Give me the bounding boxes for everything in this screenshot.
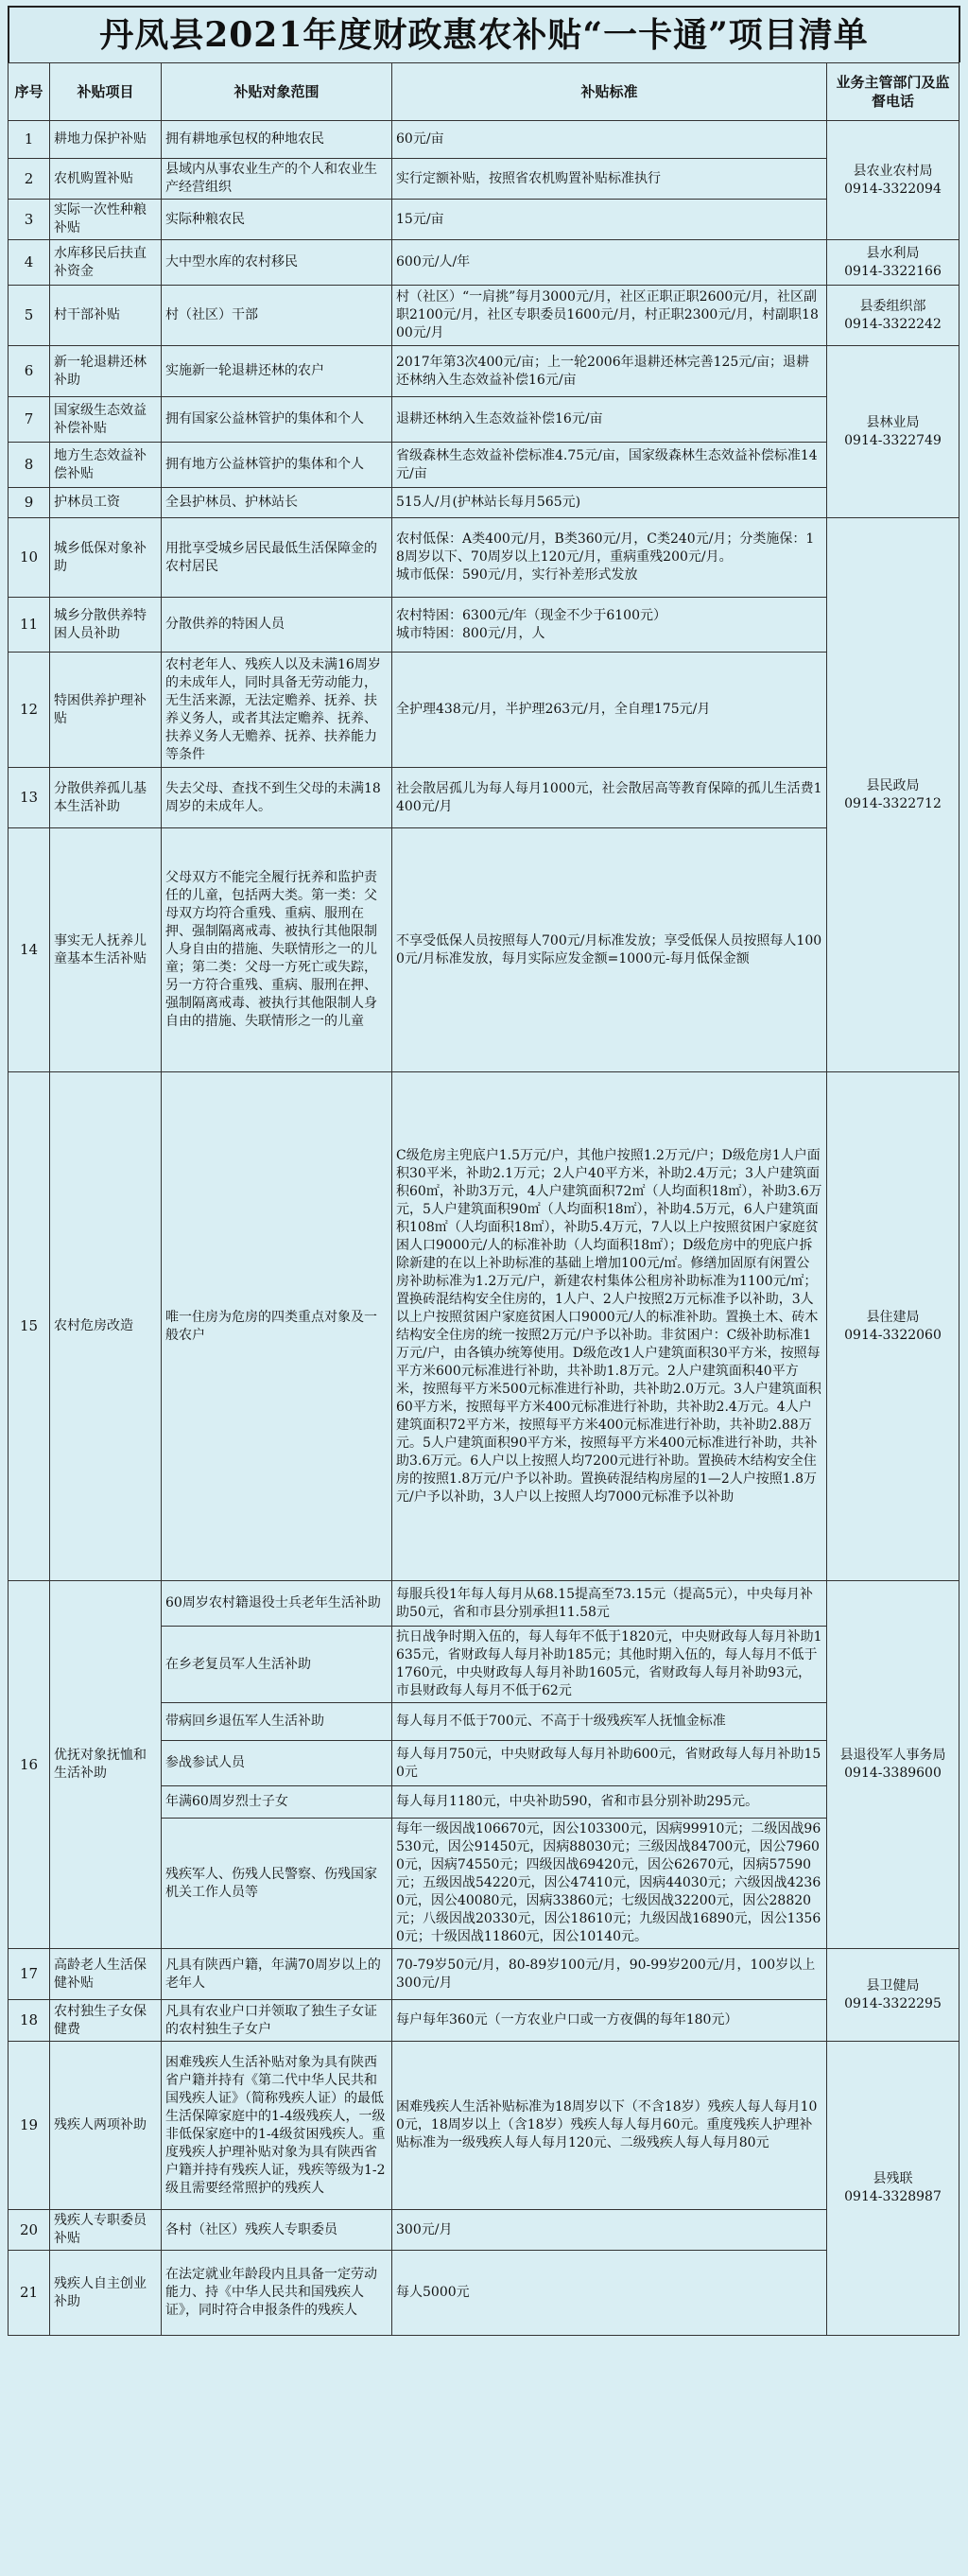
subsidy-standard: 每服兵役1年每人每月从68.15提高至73.15元（提高5元），中央每月补助50元，省和市县分别承担11.58元 — [392, 1581, 827, 1627]
subsidy-target: 拥有地方公益林管护的集体和个人 — [162, 443, 392, 488]
header-standard: 补贴标准 — [392, 63, 827, 121]
subsidy-target: 凡具有陕西户籍，年满70周岁以上的老年人 — [162, 1949, 392, 2000]
table-row — [9, 121, 959, 159]
subsidy-target: 实际种粮农民 — [162, 200, 392, 240]
page-title: 丹凤县2021年度财政惠农补贴“一卡通”项目清单 — [8, 6, 960, 62]
subsidy-standard: 省级森林生态效益补偿标准4.75元/亩，国家级森林生态效益补偿标准14元/亩 — [392, 443, 827, 488]
subsidy-standard: 每人每月1180元，中央补助590，省和市县分别补助295元。 — [392, 1786, 827, 1819]
subsidy-item: 护林员工资 — [50, 488, 162, 518]
subsidy-standard: 社会散居孤儿为每人每月1000元，社会散居高等教育保障的孤儿生活费1400元/月 — [392, 768, 827, 828]
subsidy-item: 农村独生子女保健费 — [50, 2000, 162, 2042]
department-contact: 县退役军人事务局 0914-3389600 — [827, 1581, 959, 1949]
subsidy-item: 农机购置补贴 — [50, 159, 162, 200]
subsidy-item: 高龄老人生活保健补贴 — [50, 1949, 162, 2000]
subsidy-standard: 每户每年360元（一方农业户口或一方夜偶的每年180元） — [392, 2000, 827, 2042]
department-contact: 县残联 0914-3328987 — [827, 2042, 959, 2336]
row-number: 16 — [9, 1581, 50, 1949]
table-row — [9, 653, 959, 768]
subsidy-standard: 农村特困：6300元/年（现金不少于6100元） 城市特困：800元/月，人 — [392, 598, 827, 653]
row-number: 19 — [9, 2042, 50, 2210]
subsidy-standard: 困难残疾人生活补贴标准为18周岁以下（不含18岁）残疾人每人每月100元，18周岁以上（含18岁）残疾人每人每月60元。重度残疾人护理补贴标准为一级残疾人每人每月120元、二级残疾人每人每月80元 — [392, 2042, 827, 2210]
subsidy-target: 父母双方不能完全履行抚养和监护责任的儿童，包括两大类。第一类：父母双方均符合重残、重病、服刑在押、强制隔离戒毒、被执行其他限制人身自由的措施、失联情形之一的儿童；第二类：父母一方死亡或失踪，另一方符合重残、重病、服刑在押、强制隔离戒毒、被执行其他限制人身自由的措施、失联情形之一的儿童 — [162, 828, 392, 1072]
department-contact: 县住建局 0914-3322060 — [827, 1072, 959, 1581]
department-contact: 县委组织部 0914-3322242 — [827, 286, 959, 346]
subsidy-item: 国家级生态效益补偿补贴 — [50, 397, 162, 443]
subsidy-target: 村（社区）干部 — [162, 286, 392, 346]
subsidy-item: 水库移民后扶直补资金 — [50, 240, 162, 286]
header-no: 序号 — [9, 63, 50, 121]
table-row — [9, 2251, 959, 2336]
subsidy-target: 凡具有农业户口并领取了独生子女证的农村独生子女户 — [162, 2000, 392, 2042]
subsidy-standard: 每人每月不低于700元、不高于十级残疾军人抚恤金标准 — [392, 1703, 827, 1741]
table-row — [9, 488, 959, 518]
subsidy-target: 参战参试人员 — [162, 1741, 392, 1786]
subsidy-target: 在乡老复员军人生活补助 — [162, 1627, 392, 1703]
subsidy-standard: 515人/月(护林站长每月565元) — [392, 488, 827, 518]
table-row — [9, 2210, 959, 2251]
subsidy-target: 县域内从事农业生产的个人和农业生产经营组织 — [162, 159, 392, 200]
subsidy-target: 分散供养的特困人员 — [162, 598, 392, 653]
subsidy-standard: 村（社区）“一肩挑”每月3000元/月，社区正职正职2600元/月，社区副职2100元/月，社区专职委员1600元/月，村正职2300元/月，村副职1800元/月 — [392, 286, 827, 346]
subsidy-standard: 实行定额补贴，按照省农机购置补贴标准执行 — [392, 159, 827, 200]
table-row — [9, 768, 959, 828]
subsidy-item: 村干部补贴 — [50, 286, 162, 346]
subsidy-item: 残疾人两项补助 — [50, 2042, 162, 2210]
subsidy-standard: 每年一级因战106670元，因公103300元，因病99910元；二级因战96530元，因公91450元，因病88030元；三级因战84700元，因公79600元，因病74550元；四级因战69420元，因公62670元，因病57590元；五级因战54220元，因公47410元，因病44030元；六级因战42360元，因公40080元，因病33860元；七级因战32200元，因公28820元；八级因战20330元，因公18610元；九级因战16890元，因公13560元；十级因战11860元，因公10140元。 — [392, 1819, 827, 1949]
table-row — [9, 2042, 959, 2210]
table-row — [9, 286, 959, 346]
table-row — [9, 397, 959, 443]
subsidy-target: 拥有国家公益林管护的集体和个人 — [162, 397, 392, 443]
subsidy-standard: C级危房主兜底户1.5万元/户，其他户按照1.2万元/户；D级危房1人户面积30平米，补助2.1万元；2人户40平方米，补助2.4万元；3人户建筑面积60㎡，补助3万元，4人户建筑面积72㎡（人均面积18㎡），补助3.6万元，5人户建筑面积90㎡（人均面积18㎡），补助4.5万元，6人户建筑面积108㎡（人均面积18㎡），补助5.4万元，7人以上户按照贫困户家庭贫困人口9000元/人的标准补助（人均面积18㎡）；D级危房中的兜底户拆除新建的在以上补助标准的基础上增加100元/㎡。修缮加固原有闲置公房补助标准为1.2万元/户，新建农村集体公租房补助标准为1100元/㎡；置换砖混结构安全住房的，1人户、2人户按照2万元标准予以补助，3人以上户按照贫困户家庭贫困人口9000元/人的标准补助。置换土木、砖木结构安全住房的统一按照2万元/户予以补助。非贫困户：C级补助标准1万元/户，由各镇办统筹使用。D级危改1人户建筑面积30平方米，按照每平方米600元标准进行补助，共补助1.8万元。2人户建筑面积40平方米，按照每平方米500元标准进行补助，共补助2.0万元。3人户建筑面积60平方米，按照每平方米400元标准进行补助，共补助2.4万元。4人户建筑面积72平方米，按照每平方米400元标准进行补助，共补助2.88万元。5人户建筑面积90平方米，按照每平方米400元标准进行补助，共补助3.6万元。6人户以上按照人均7200元进行补助。置换砖木结构安全住房的按照1.8万元/户予以补助。置换砖混结构房屋的1—2人户按照1.8万元/户予以补助，3人户以上按照人均7000元标准予以补助 — [392, 1072, 827, 1581]
row-number: 5 — [9, 286, 50, 346]
row-number: 13 — [9, 768, 50, 828]
table-row — [9, 240, 959, 286]
row-number: 11 — [9, 598, 50, 653]
table-body — [9, 121, 959, 2336]
row-number: 21 — [9, 2251, 50, 2336]
row-number: 14 — [9, 828, 50, 1072]
row-number: 3 — [9, 200, 50, 240]
subsidy-standard: 不享受低保人员按照每人700元/月标准发放；享受低保人员按照每人1000元/月标准发放，每月实际应发金额=1000元-每月低保金额 — [392, 828, 827, 1072]
department-contact: 县林业局 0914-3322749 — [827, 346, 959, 518]
subsidy-target: 失去父母、查找不到生父母的未满18周岁的未成年人。 — [162, 768, 392, 828]
subsidy-item: 实际一次性种粮补贴 — [50, 200, 162, 240]
subsidy-item: 城乡分散供养特困人员补助 — [50, 598, 162, 653]
department-contact: 县水利局 0914-3322166 — [827, 240, 959, 286]
subsidy-standard: 600元/人/年 — [392, 240, 827, 286]
subsidy-target: 在法定就业年龄段内且具备一定劳动能力、持《中华人民共和国残疾人证》，同时符合申报条件的残疾人 — [162, 2251, 392, 2336]
table-row — [9, 1072, 959, 1581]
subsidy-item: 耕地力保护补贴 — [50, 121, 162, 159]
header-row — [9, 63, 959, 121]
row-number: 4 — [9, 240, 50, 286]
subsidy-standard: 300元/月 — [392, 2210, 827, 2251]
department-contact: 县民政局 0914-3322712 — [827, 518, 959, 1072]
table-row — [9, 1949, 959, 2000]
row-number: 7 — [9, 397, 50, 443]
subsidy-item: 农村危房改造 — [50, 1072, 162, 1581]
subsidy-target: 唯一住房为危房的四类重点对象及一般农户 — [162, 1072, 392, 1581]
row-number: 1 — [9, 121, 50, 159]
row-number: 15 — [9, 1072, 50, 1581]
subsidy-target: 60周岁农村籍退役士兵老年生活补助 — [162, 1581, 392, 1627]
row-number: 12 — [9, 653, 50, 768]
subsidy-item: 新一轮退耕还林补助 — [50, 346, 162, 397]
subsidy-target: 全县护林员、护林站长 — [162, 488, 392, 518]
table-row — [9, 828, 959, 1072]
subsidy-standard: 农村低保：A类400元/月，B类360元/月，C类240元/月；分类施保：18周岁以下、70周岁以上120元/月，重病重残200元/月。 城市低保：590元/月，实行补差形式发放 — [392, 518, 827, 598]
department-contact: 县卫健局 0914-3322295 — [827, 1949, 959, 2042]
subsidy-standard: 全护理438元/月，半护理263元/月，全自理175元/月 — [392, 653, 827, 768]
subsidy-standard: 70-79岁50元/月，80-89岁100元/月，90-99岁200元/月，100岁以上300元/月 — [392, 1949, 827, 2000]
subsidy-standard: 15元/亩 — [392, 200, 827, 240]
table-row — [9, 159, 959, 200]
subsidy-item: 事实无人抚养儿童基本生活补贴 — [50, 828, 162, 1072]
table-row — [9, 443, 959, 488]
subsidy-target: 农村老年人、残疾人以及未满16周岁的未成年人，同时具备无劳动能力，无生活来源，无法定赡养、抚养、扶养义务人，或者其法定赡养、抚养、扶养义务人无赡养、抚养、扶养能力等条件 — [162, 653, 392, 768]
header-dept: 业务主管部门及监督电话 — [827, 63, 959, 121]
subsidy-target: 大中型水库的农村移民 — [162, 240, 392, 286]
row-number: 10 — [9, 518, 50, 598]
row-number: 20 — [9, 2210, 50, 2251]
subsidy-standard: 抗日战争时期入伍的，每人每年不低于1820元，中央财政每人每月补助1635元，省财政每人每月补助185元；其他时期入伍的，每人每月不低于1760元，中央财政每人每月补助1605元，省财政每人每月补助93元，市县财政每人每月不低于62元 — [392, 1627, 827, 1703]
subsidy-target: 年满60周岁烈士子女 — [162, 1786, 392, 1819]
table-row — [9, 346, 959, 397]
subsidy-item: 优抚对象抚恤和生活补助 — [50, 1581, 162, 1949]
subsidy-item: 城乡低保对象补助 — [50, 518, 162, 598]
subsidy-standard: 每人每月750元，中央财政每人每月补助600元，省财政每人每月补助150元 — [392, 1741, 827, 1786]
subsidy-standard: 2017年第3次400元/亩；上一轮2006年退耕还林完善125元/亩；退耕还林纳入生态效益补偿16元/亩 — [392, 346, 827, 397]
table-row — [9, 518, 959, 598]
subsidy-target: 拥有耕地承包权的种地农民 — [162, 121, 392, 159]
subsidy-standard: 退耕还林纳入生态效益补偿16元/亩 — [392, 397, 827, 443]
header-target: 补贴对象范围 — [162, 63, 392, 121]
subsidy-item: 特困供养护理补贴 — [50, 653, 162, 768]
subsidy-item: 残疾人专职委员补贴 — [50, 2210, 162, 2251]
row-number: 18 — [9, 2000, 50, 2042]
subsidy-target: 各村（社区）残疾人专职委员 — [162, 2210, 392, 2251]
subsidy-item: 分散供养孤儿基本生活补助 — [50, 768, 162, 828]
row-number: 2 — [9, 159, 50, 200]
table-row — [9, 200, 959, 240]
subsidy-target: 带病回乡退伍军人生活补助 — [162, 1703, 392, 1741]
subsidy-standard: 60元/亩 — [392, 121, 827, 159]
table-row — [9, 2000, 959, 2042]
header-item: 补贴项目 — [50, 63, 162, 121]
row-number: 8 — [9, 443, 50, 488]
subsidy-item: 地方生态效益补偿补贴 — [50, 443, 162, 488]
subsidy-standard: 每人5000元 — [392, 2251, 827, 2336]
subsidy-item: 残疾人自主创业补助 — [50, 2251, 162, 2336]
subsidy-target: 残疾军人、伤残人民警察、伤残国家机关工作人员等 — [162, 1819, 392, 1949]
subsidy-target: 困难残疾人生活补贴对象为具有陕西省户籍并持有《第二代中华人民共和国残疾人证》（简称残疾人证）的最低生活保障家庭中的1-4级残疾人，一级非低保家庭中的1-4级贫困残疾人。重度残疾人护理补贴对象为具有陕西省户籍并持有残疾人证，残疾等级为1-2级且需要经常照护的残疾人 — [162, 2042, 392, 2210]
subsidy-target: 用批享受城乡居民最低生活保障金的农村居民 — [162, 518, 392, 598]
row-number: 17 — [9, 1949, 50, 2000]
subsidy-target: 实施新一轮退耕还林的农户 — [162, 346, 392, 397]
table-row — [9, 598, 959, 653]
department-contact: 县农业农村局 0914-3322094 — [827, 121, 959, 240]
row-number: 9 — [9, 488, 50, 518]
table-row — [9, 1581, 959, 1627]
subsidy-table — [8, 62, 959, 2336]
row-number: 6 — [9, 346, 50, 397]
